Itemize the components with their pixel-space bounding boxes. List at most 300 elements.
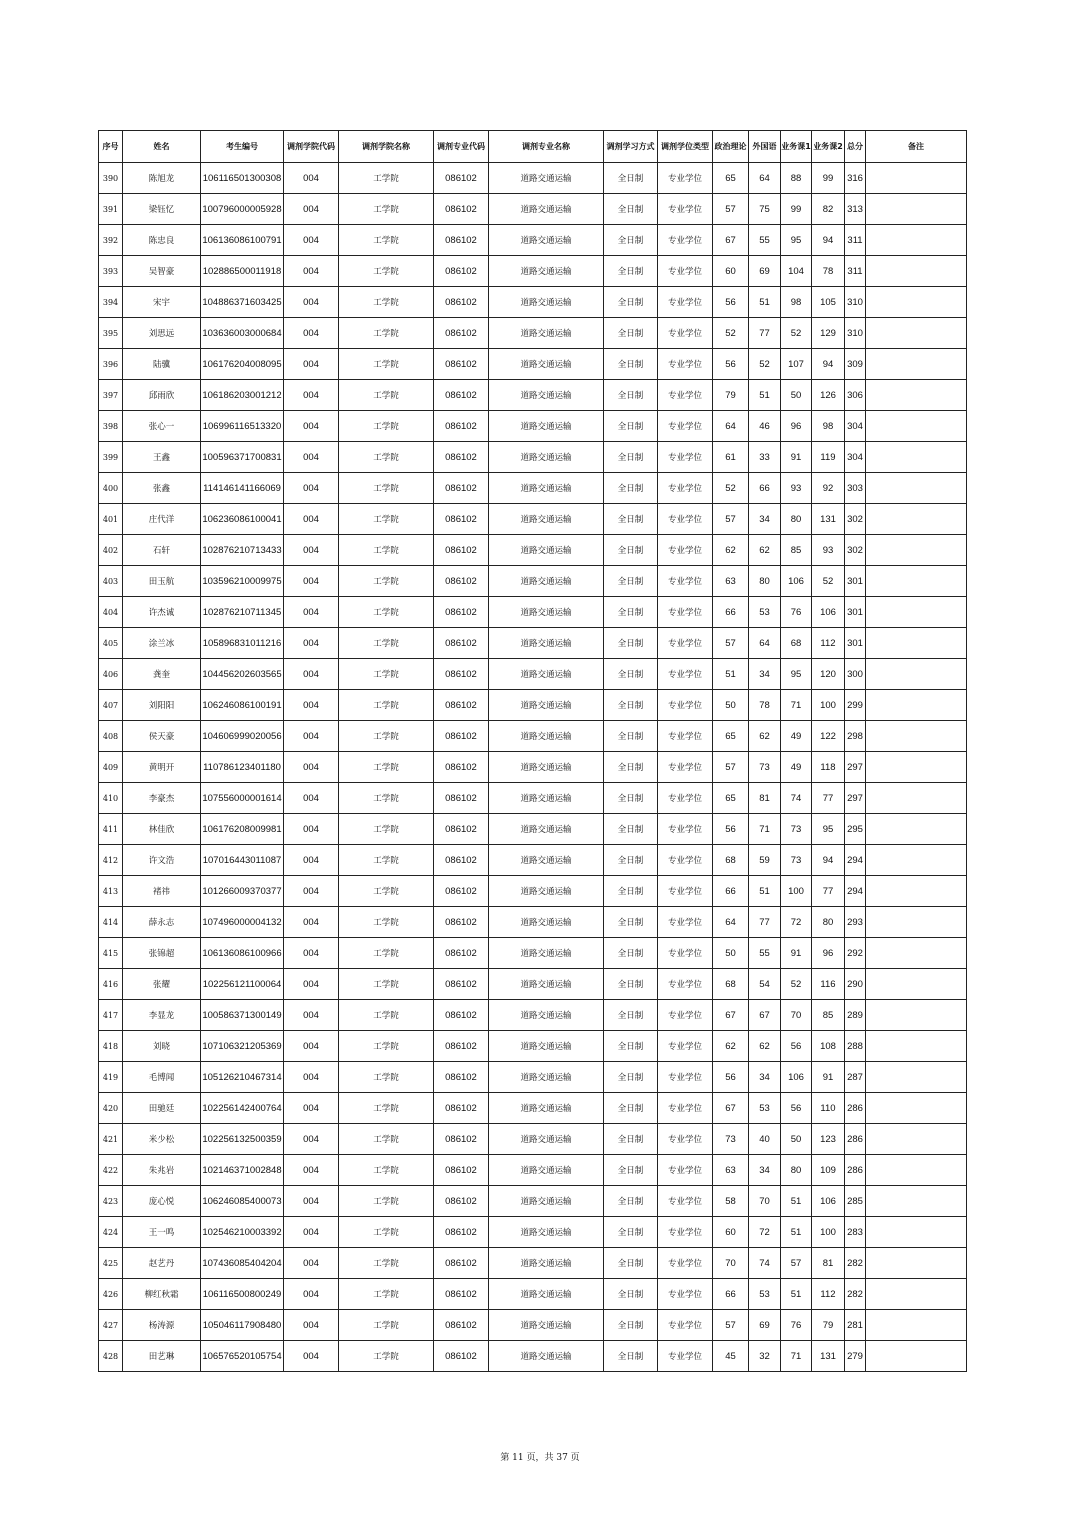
table-cell: 张鑫 <box>123 473 201 504</box>
header-cell: 备注 <box>866 131 967 163</box>
table-cell: 79 <box>713 380 749 411</box>
table-cell: 33 <box>749 442 781 473</box>
table-cell: 279 <box>845 1341 866 1372</box>
table-cell: 102146371002848 <box>201 1155 284 1186</box>
table-row <box>99 349 967 380</box>
table-cell: 122 <box>812 721 845 752</box>
table-cell: 123 <box>812 1124 845 1155</box>
table-cell: 75 <box>749 194 781 225</box>
table-cell: 101266009370377 <box>201 876 284 907</box>
table-cell: 45 <box>713 1341 749 1372</box>
table-cell: 004 <box>284 1031 339 1062</box>
table-cell: 67 <box>749 1000 781 1031</box>
table-cell: 专业学位 <box>658 597 713 628</box>
table-cell: 全日制 <box>604 1155 658 1186</box>
table-cell: 道路交通运输 <box>489 938 604 969</box>
table-cell <box>866 597 967 628</box>
table-cell: 423 <box>99 1186 123 1217</box>
table-row <box>99 535 967 566</box>
table-cell: 289 <box>845 1000 866 1031</box>
table-cell: 85 <box>812 1000 845 1031</box>
table-cell: 朱兆岩 <box>123 1155 201 1186</box>
table-cell: 道路交通运输 <box>489 287 604 318</box>
table-cell: 004 <box>284 907 339 938</box>
table-cell: 086102 <box>434 1186 489 1217</box>
table-cell: 104606999020056 <box>201 721 284 752</box>
table-cell <box>866 1186 967 1217</box>
table-cell: 60 <box>713 1217 749 1248</box>
table-cell: 52 <box>713 473 749 504</box>
table-cell: 专业学位 <box>658 1031 713 1062</box>
table-cell: 004 <box>284 969 339 1000</box>
table-row <box>99 442 967 473</box>
table-cell: 工学院 <box>339 845 434 876</box>
table-cell: 104 <box>781 256 812 287</box>
table-cell: 88 <box>781 163 812 194</box>
table-cell <box>866 256 967 287</box>
table-cell: 全日制 <box>604 876 658 907</box>
table-cell <box>866 783 967 814</box>
table-cell: 95 <box>812 814 845 845</box>
table-cell: 105 <box>812 287 845 318</box>
table-cell: 专业学位 <box>658 473 713 504</box>
table-cell: 086102 <box>434 442 489 473</box>
table-cell: 52 <box>781 318 812 349</box>
table-cell: 50 <box>781 380 812 411</box>
table-cell: 086102 <box>434 690 489 721</box>
table-cell: 专业学位 <box>658 287 713 318</box>
table-cell: 专业学位 <box>658 814 713 845</box>
table-cell: 道路交通运输 <box>489 876 604 907</box>
table-cell: 全日制 <box>604 938 658 969</box>
table-cell: 50 <box>713 690 749 721</box>
table-cell: 102876210711345 <box>201 597 284 628</box>
table-row <box>99 597 967 628</box>
table-cell: 工学院 <box>339 938 434 969</box>
table-cell: 侯天豪 <box>123 721 201 752</box>
table-cell: 专业学位 <box>658 1279 713 1310</box>
table-cell: 301 <box>845 597 866 628</box>
table-cell: 428 <box>99 1341 123 1372</box>
table-cell: 邱雨欣 <box>123 380 201 411</box>
table-cell: 65 <box>713 783 749 814</box>
table-cell: 62 <box>749 1031 781 1062</box>
table-cell: 80 <box>812 907 845 938</box>
table-cell: 55 <box>749 938 781 969</box>
table-cell: 工学院 <box>339 876 434 907</box>
table-cell: 工学院 <box>339 1000 434 1031</box>
table-cell: 全日制 <box>604 721 658 752</box>
table-cell: 61 <box>713 442 749 473</box>
table-cell <box>866 1062 967 1093</box>
table-cell: 086102 <box>434 1062 489 1093</box>
table-cell: 庄代洋 <box>123 504 201 535</box>
table-cell: 工学院 <box>339 225 434 256</box>
table-cell: 全日制 <box>604 1217 658 1248</box>
table-cell: 道路交通运输 <box>489 163 604 194</box>
table-cell: 全日制 <box>604 1248 658 1279</box>
table-cell: 412 <box>99 845 123 876</box>
table-cell: 95 <box>781 659 812 690</box>
table-cell: 专业学位 <box>658 1093 713 1124</box>
table-cell: 许文浩 <box>123 845 201 876</box>
table-cell: 81 <box>812 1248 845 1279</box>
table-cell: 64 <box>713 907 749 938</box>
table-cell: 62 <box>749 721 781 752</box>
table-cell: 道路交通运输 <box>489 1310 604 1341</box>
table-cell: 287 <box>845 1062 866 1093</box>
table-cell: 道路交通运输 <box>489 318 604 349</box>
table-cell: 62 <box>713 535 749 566</box>
table-cell: 004 <box>284 597 339 628</box>
table-cell: 94 <box>812 845 845 876</box>
table-row <box>99 1062 967 1093</box>
table-cell: 102256132500359 <box>201 1124 284 1155</box>
table-cell: 工学院 <box>339 814 434 845</box>
table-cell: 394 <box>99 287 123 318</box>
table-row <box>99 1155 967 1186</box>
table-cell: 417 <box>99 1000 123 1031</box>
table-cell: 专业学位 <box>658 318 713 349</box>
table-cell: 96 <box>781 411 812 442</box>
table-cell: 004 <box>284 659 339 690</box>
table-cell: 全日制 <box>604 504 658 535</box>
table-cell: 285 <box>845 1186 866 1217</box>
table-row <box>99 969 967 1000</box>
table-cell: 086102 <box>434 566 489 597</box>
table-cell: 宋宇 <box>123 287 201 318</box>
table-cell: 106576520105754 <box>201 1341 284 1372</box>
table-cell: 57 <box>713 1310 749 1341</box>
table-cell: 67 <box>713 225 749 256</box>
table-cell: 道路交通运输 <box>489 1217 604 1248</box>
table-cell: 63 <box>713 1155 749 1186</box>
table-cell: 工学院 <box>339 1093 434 1124</box>
table-cell: 67 <box>713 1093 749 1124</box>
table-cell: 286 <box>845 1124 866 1155</box>
table-row <box>99 411 967 442</box>
admissions-table <box>98 130 967 1372</box>
table-cell: 专业学位 <box>658 876 713 907</box>
page-footer: 第 11 页，共 37 页 <box>500 1453 580 1463</box>
table-row <box>99 1341 967 1372</box>
table-cell <box>866 907 967 938</box>
table-cell <box>866 969 967 1000</box>
table-cell: 工学院 <box>339 597 434 628</box>
table-cell <box>866 845 967 876</box>
table-cell: 70 <box>781 1000 812 1031</box>
table-cell <box>866 1310 967 1341</box>
table-cell: 田驰廷 <box>123 1093 201 1124</box>
table-cell: 许杰诚 <box>123 597 201 628</box>
table-cell: 298 <box>845 721 866 752</box>
table-cell: 316 <box>845 163 866 194</box>
table-cell <box>866 721 967 752</box>
table-cell: 416 <box>99 969 123 1000</box>
table-cell: 51 <box>749 287 781 318</box>
table-cell: 66 <box>713 597 749 628</box>
table-cell: 422 <box>99 1155 123 1186</box>
table-cell: 道路交通运输 <box>489 1186 604 1217</box>
table-cell: 004 <box>284 349 339 380</box>
table-cell: 全日制 <box>604 597 658 628</box>
table-cell: 全日制 <box>604 969 658 1000</box>
table-cell: 302 <box>845 535 866 566</box>
table-cell: 281 <box>845 1310 866 1341</box>
table-cell: 086102 <box>434 597 489 628</box>
table-cell: 工学院 <box>339 907 434 938</box>
table-cell: 道路交通运输 <box>489 473 604 504</box>
table-row <box>99 473 967 504</box>
table-cell: 专业学位 <box>658 225 713 256</box>
table-cell: 418 <box>99 1031 123 1062</box>
table-cell: 004 <box>284 256 339 287</box>
table-cell: 288 <box>845 1031 866 1062</box>
table-cell: 286 <box>845 1155 866 1186</box>
table-cell: 109 <box>812 1155 845 1186</box>
table-cell: 专业学位 <box>658 721 713 752</box>
table-cell: 全日制 <box>604 845 658 876</box>
table-cell: 390 <box>99 163 123 194</box>
table-cell: 54 <box>749 969 781 1000</box>
table-cell: 全日制 <box>604 349 658 380</box>
table-cell: 104456202603565 <box>201 659 284 690</box>
table-cell: 104886371603425 <box>201 287 284 318</box>
table-cell: 004 <box>284 442 339 473</box>
table-cell: 陈旭龙 <box>123 163 201 194</box>
table-cell: 107106321205369 <box>201 1031 284 1062</box>
table-cell: 64 <box>713 411 749 442</box>
table-cell: 工学院 <box>339 535 434 566</box>
table-cell: 311 <box>845 225 866 256</box>
table-cell: 道路交通运输 <box>489 752 604 783</box>
table-cell: 086102 <box>434 969 489 1000</box>
table-cell: 专业学位 <box>658 845 713 876</box>
table-cell <box>866 1093 967 1124</box>
table-cell: 119 <box>812 442 845 473</box>
table-cell: 004 <box>284 876 339 907</box>
table-cell: 专业学位 <box>658 1248 713 1279</box>
table-cell: 全日制 <box>604 1062 658 1093</box>
table-cell: 道路交通运输 <box>489 411 604 442</box>
table-cell: 64 <box>749 628 781 659</box>
table-cell: 294 <box>845 845 866 876</box>
table-cell: 专业学位 <box>658 535 713 566</box>
table-cell: 专业学位 <box>658 349 713 380</box>
table-row <box>99 752 967 783</box>
table-cell: 道路交通运输 <box>489 535 604 566</box>
table-cell: 52 <box>749 349 781 380</box>
table-cell: 086102 <box>434 1248 489 1279</box>
table-cell: 93 <box>812 535 845 566</box>
table-cell: 105896831011216 <box>201 628 284 659</box>
table-cell: 工学院 <box>339 783 434 814</box>
header-cell: 调剂专业代码 <box>434 131 489 163</box>
table-cell <box>866 938 967 969</box>
table-cell: 425 <box>99 1248 123 1279</box>
table-cell <box>866 411 967 442</box>
table-cell: 004 <box>284 1341 339 1372</box>
table-cell: 086102 <box>434 163 489 194</box>
table-cell: 086102 <box>434 1310 489 1341</box>
table-cell: 专业学位 <box>658 659 713 690</box>
table-cell: 专业学位 <box>658 411 713 442</box>
table-cell: 林佳欣 <box>123 814 201 845</box>
table-cell: 52 <box>812 566 845 597</box>
table-cell: 80 <box>781 1155 812 1186</box>
table-cell: 全日制 <box>604 1341 658 1372</box>
header-cell: 业务课1 <box>781 131 812 163</box>
table-cell: 李显龙 <box>123 1000 201 1031</box>
table-row <box>99 1186 967 1217</box>
table-cell: 67 <box>713 1000 749 1031</box>
table-cell: 92 <box>812 473 845 504</box>
table-cell: 107 <box>781 349 812 380</box>
header-cell: 政治理论 <box>713 131 749 163</box>
table-cell: 106 <box>781 566 812 597</box>
table-cell: 田艺琳 <box>123 1341 201 1372</box>
table-cell: 刘晓 <box>123 1031 201 1062</box>
table-cell: 94 <box>812 349 845 380</box>
table-row <box>99 690 967 721</box>
table-cell: 102256121100064 <box>201 969 284 1000</box>
table-cell: 76 <box>781 1310 812 1341</box>
table-cell: 工学院 <box>339 721 434 752</box>
table-cell: 梁钰忆 <box>123 194 201 225</box>
table-cell: 126 <box>812 380 845 411</box>
table-cell: 道路交通运输 <box>489 659 604 690</box>
table-cell: 专业学位 <box>658 690 713 721</box>
table-cell: 34 <box>749 1062 781 1093</box>
table-cell: 专业学位 <box>658 163 713 194</box>
table-header-row <box>99 131 967 163</box>
table-cell: 全日制 <box>604 566 658 597</box>
table-cell: 道路交通运输 <box>489 597 604 628</box>
table-cell: 100596371700831 <box>201 442 284 473</box>
table-cell: 100 <box>812 690 845 721</box>
table-cell: 全日制 <box>604 1310 658 1341</box>
table-cell: 工学院 <box>339 969 434 1000</box>
table-cell: 086102 <box>434 783 489 814</box>
table-cell: 工学院 <box>339 504 434 535</box>
table-cell: 77 <box>749 907 781 938</box>
table-cell: 黄明开 <box>123 752 201 783</box>
table-cell: 105046117908480 <box>201 1310 284 1341</box>
table-cell <box>866 194 967 225</box>
table-cell: 陆骥 <box>123 349 201 380</box>
table-cell: 全日制 <box>604 752 658 783</box>
table-cell: 专业学位 <box>658 1155 713 1186</box>
table-cell: 086102 <box>434 287 489 318</box>
table-cell: 297 <box>845 783 866 814</box>
table-cell <box>866 473 967 504</box>
table-cell: 全日制 <box>604 411 658 442</box>
table-cell: 004 <box>284 163 339 194</box>
header-cell: 考生编号 <box>201 131 284 163</box>
table-row <box>99 876 967 907</box>
header-cell: 调剂学院代码 <box>284 131 339 163</box>
table-cell: 专业学位 <box>658 194 713 225</box>
table-cell: 406 <box>99 659 123 690</box>
table-cell: 086102 <box>434 1279 489 1310</box>
table-cell: 工学院 <box>339 1279 434 1310</box>
table-row <box>99 504 967 535</box>
table-cell: 106136086100966 <box>201 938 284 969</box>
table-cell: 专业学位 <box>658 1062 713 1093</box>
table-cell: 工学院 <box>339 256 434 287</box>
table-row <box>99 318 967 349</box>
table-cell: 98 <box>781 287 812 318</box>
table-cell: 专业学位 <box>658 969 713 1000</box>
table-cell: 刘思远 <box>123 318 201 349</box>
table-cell: 120 <box>812 659 845 690</box>
table-row <box>99 287 967 318</box>
table-cell: 68 <box>713 845 749 876</box>
table-cell: 62 <box>749 535 781 566</box>
table-cell: 56 <box>713 349 749 380</box>
table-cell: 293 <box>845 907 866 938</box>
table-row <box>99 1310 967 1341</box>
table-cell: 工学院 <box>339 1155 434 1186</box>
table-cell: 道路交通运输 <box>489 1031 604 1062</box>
table-cell: 286 <box>845 1093 866 1124</box>
table-cell: 工学院 <box>339 411 434 442</box>
table-cell: 086102 <box>434 1217 489 1248</box>
table-cell: 工学院 <box>339 1062 434 1093</box>
table-cell: 108 <box>812 1031 845 1062</box>
table-cell: 张锦超 <box>123 938 201 969</box>
table-cell: 涂兰冰 <box>123 628 201 659</box>
table-row <box>99 1124 967 1155</box>
table-cell: 397 <box>99 380 123 411</box>
table-cell: 道路交通运输 <box>489 194 604 225</box>
table-cell: 93 <box>781 473 812 504</box>
table-cell: 70 <box>749 1186 781 1217</box>
table-cell: 工学院 <box>339 1341 434 1372</box>
table-cell <box>866 690 967 721</box>
table-cell: 71 <box>781 690 812 721</box>
table-cell: 131 <box>812 1341 845 1372</box>
table-cell: 004 <box>284 225 339 256</box>
table-cell: 413 <box>99 876 123 907</box>
table-cell: 086102 <box>434 845 489 876</box>
table-cell: 086102 <box>434 876 489 907</box>
table-cell: 107016443011087 <box>201 845 284 876</box>
table-cell: 道路交通运输 <box>489 814 604 845</box>
table-cell: 303 <box>845 473 866 504</box>
table-row <box>99 1248 967 1279</box>
table-cell: 086102 <box>434 318 489 349</box>
table-cell: 50 <box>713 938 749 969</box>
table-row <box>99 256 967 287</box>
table-cell: 道路交通运输 <box>489 1279 604 1310</box>
table-cell: 73 <box>781 814 812 845</box>
table-cell: 49 <box>781 752 812 783</box>
table-cell: 086102 <box>434 380 489 411</box>
table-cell: 全日制 <box>604 1000 658 1031</box>
table-cell: 004 <box>284 1186 339 1217</box>
table-cell: 56 <box>713 1062 749 1093</box>
table-cell: 004 <box>284 566 339 597</box>
table-cell: 道路交通运输 <box>489 1341 604 1372</box>
table-cell: 004 <box>284 1248 339 1279</box>
table-cell: 道路交通运输 <box>489 783 604 814</box>
table-cell: 工学院 <box>339 194 434 225</box>
table-cell: 58 <box>713 1186 749 1217</box>
table-cell: 399 <box>99 442 123 473</box>
table-cell: 086102 <box>434 1341 489 1372</box>
table-cell: 424 <box>99 1217 123 1248</box>
